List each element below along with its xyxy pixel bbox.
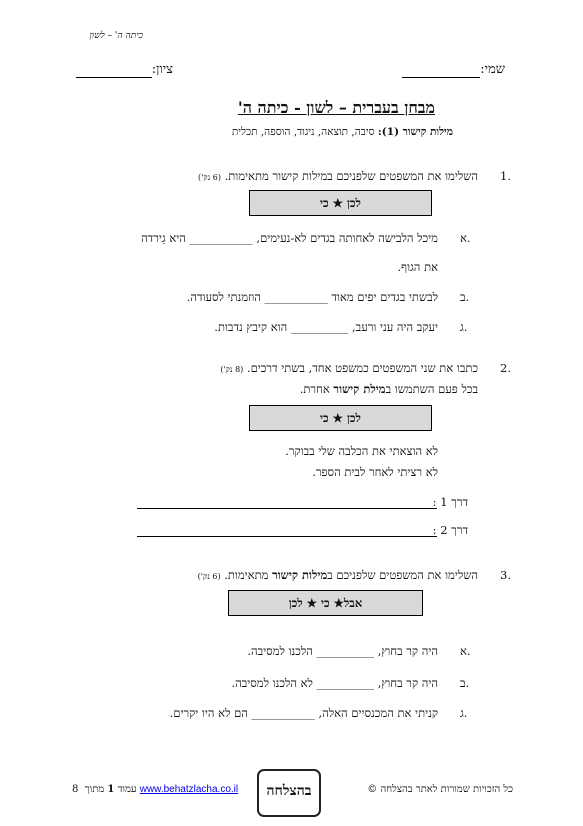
q1b-letter: ב.: [460, 290, 470, 304]
grade-label: ציון:: [151, 62, 173, 77]
page-number: 1: [107, 784, 115, 795]
q2-way2-answer-line[interactable]: [137, 536, 437, 537]
q3b-text: היה קר בחוץ, __________ לא הלכנו למסיבה.: [231, 676, 438, 690]
subtitle-rest: סיבה, תוצאה, ניגוד, הוספה, תכלית: [231, 126, 378, 138]
page-total: 8: [72, 784, 79, 795]
q1a-text: מיכל הלבישה לאחותה בגדים לא-נעימים, ___________ היא גֵירדה: [141, 231, 438, 245]
page-title: מבחן בעברית – לשון - כיתה ה': [237, 98, 435, 117]
subtitle-bold: מילות קישור (1):: [377, 126, 453, 138]
q2-line2-bold: מילת קישור: [333, 382, 386, 396]
name-field[interactable]: [402, 61, 505, 78]
q2-sentence-2: לא רציתי לאחר לבית הספר.: [312, 465, 438, 479]
page-pre: עמוד: [114, 784, 137, 795]
behatzlacha-logo: בהצלחה: [257, 769, 321, 817]
q3a-letter: א.: [460, 644, 471, 658]
q3c-text: קניתי את המכנסיים האלה, ___________ הם לא היו יקרים.: [169, 706, 438, 720]
grade-field[interactable]: [76, 61, 173, 78]
q1-instruction: השלימו את המשפטים שלפניכם במילות קישור מתאימות.: [224, 169, 478, 183]
q3c-letter: ג.: [460, 706, 468, 720]
q1b-text: לבשתי בגדים יפים מאוד ___________ הוזמנתי לסעודה.: [186, 290, 438, 304]
q2-way2-label: דרך 2 :: [432, 523, 468, 537]
q3-instruction-post: מתאימות.: [224, 568, 273, 582]
q3-text: [198, 568, 478, 582]
class-tag: כיתה ה' – לשון: [89, 31, 143, 41]
q3-instruction-pre: השלימו את המשפטים שלפניכם ב: [327, 568, 478, 582]
q1a-text-cont: את הגוף.: [397, 260, 438, 274]
q2-line2-pre: בכל פעם השתמשו ב: [385, 382, 478, 396]
q2-line2-post: אחרת.: [299, 382, 334, 396]
name-blank[interactable]: [402, 62, 480, 78]
q1c-letter: ג.: [460, 320, 468, 334]
q1c-text: יעקב היה עני ורעב, __________ הוא קיבץ נדבות.: [214, 320, 438, 334]
page-subtitle: [232, 126, 453, 138]
q3b-letter: ב.: [460, 676, 470, 690]
q1a-letter: א.: [460, 231, 471, 245]
q2-text: [220, 361, 478, 375]
q1-text: [198, 169, 478, 183]
q1-number: 1.: [500, 169, 511, 183]
q3-word-box: אבל★ כי ★ לכן: [228, 590, 423, 616]
footer-page-info: [72, 784, 238, 795]
name-label: שמי:: [480, 62, 505, 77]
q3a-text: היה קר בחוץ, __________ הלכנו למסיבה.: [247, 644, 438, 658]
q2-word-box: לכן ★ כי: [249, 405, 432, 431]
q2-text-line2: [300, 382, 478, 396]
q2-instruction: כתבו את שני המשפטים כמשפט אחד, בשתי דרכים.: [246, 361, 478, 375]
q2-points: (8 נק'): [220, 365, 244, 374]
q1-points: (6 נק'): [197, 173, 221, 182]
q3-number: 3.: [500, 568, 511, 582]
q3-instruction-bold: מילות קישור: [272, 568, 328, 582]
q2-number: 2.: [500, 361, 511, 375]
page-mid: מתוך: [81, 784, 108, 795]
q2-way1-label: דרך 1 :: [432, 495, 468, 509]
site-link[interactable]: www.behatzlacha.co.il: [139, 784, 239, 795]
q2-way1-answer-line[interactable]: [137, 508, 437, 509]
q3-points: (6 נק'): [197, 572, 221, 581]
q1-word-box: לכן ★ כי: [249, 190, 432, 216]
grade-blank[interactable]: [76, 62, 152, 78]
page-counter: [82, 784, 137, 795]
footer-rights: כל הזכויות שמורות לאתר בהצלחה ©: [367, 784, 513, 795]
q2-sentence-1: לא הוצאתי את הכלבה שלי בבוקר.: [285, 444, 438, 458]
